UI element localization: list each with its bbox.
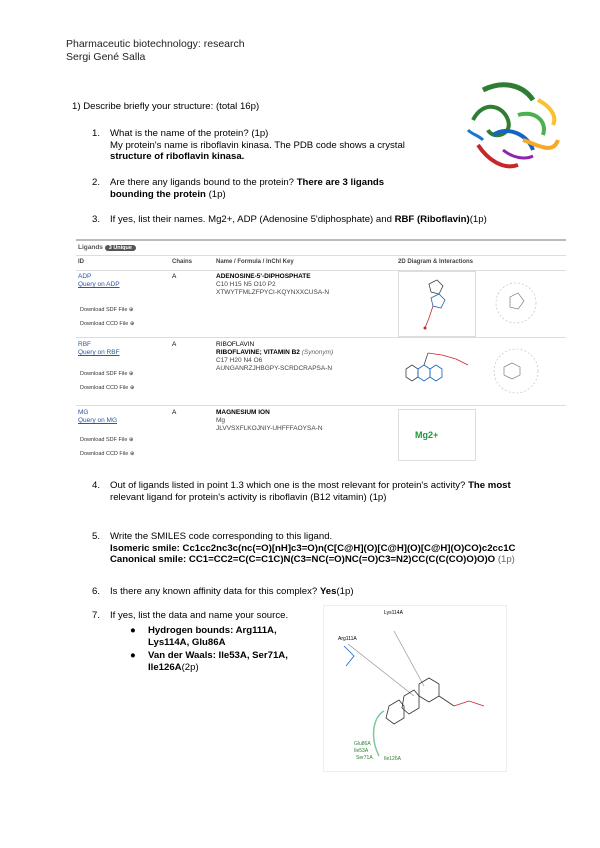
- chain: A: [172, 273, 177, 280]
- protein-structure-image: [463, 80, 568, 178]
- chain: A: [172, 409, 177, 416]
- inchi-key: JLVVSXFLKOJNIY-UHFFFAOYSA-N: [216, 425, 323, 432]
- table-row: [76, 337, 566, 406]
- query-link[interactable]: Query on ADP: [78, 281, 120, 288]
- residue-label: Ile126A: [384, 756, 401, 762]
- item-4: [110, 480, 580, 503]
- list-item: ● Hydrogen bounds: Arg111A, Lys114A, Glu86A: [130, 625, 277, 648]
- download-sdf-button[interactable]: Download SDF File ⊕: [80, 437, 134, 443]
- ligand-id: MG: [78, 409, 89, 416]
- item-number: 2.: [92, 177, 101, 188]
- query-link[interactable]: Query on MG: [78, 417, 118, 424]
- isomeric-smiles: Isomeric smile: Cc1cc2nc3c(nc(=O)[nH]c3=O)n(C[C@H](O)[C@H](O)[C@H](O)CO)c2cc1C: [110, 542, 516, 554]
- answer-text: My protein's name is riboflavin kinasa. The PDB code shows a crystal: [110, 139, 405, 151]
- item-number: 6.: [92, 586, 101, 597]
- inchi-key: XTWYTFMLZFPYCI-KQYNXXCUSA-N: [216, 289, 330, 296]
- ligand-name: MAGNESIUM ION: [216, 409, 270, 416]
- ligand-table-title: Ligands 3 Unique: [78, 244, 136, 251]
- item-3: [110, 214, 570, 226]
- table-row: [76, 269, 566, 338]
- answer-bold: bounding the protein: [110, 188, 206, 200]
- section-heading: 1) Describe briefly your structure: (total 16p): [72, 101, 260, 112]
- item-number: 1.: [92, 128, 101, 139]
- answer-bold: Yes: [319, 586, 337, 597]
- header-name: Name / Formula / InChI Key: [216, 259, 294, 265]
- inchi-key: AUNGANRZJHBGPY-SCRDCRAPSA-N: [216, 365, 333, 372]
- chain: A: [172, 341, 177, 348]
- points: (1p): [336, 586, 354, 597]
- residue-label: Arg111A: [338, 636, 357, 642]
- residue-label: Ile53A: [354, 748, 369, 754]
- canonical-smiles: Canonical smile: CC1=CC2=C(C=C1C)N(C3=NC(=O)NC(=O)C3=N2)CC(C(C(CO)O)O)O: [110, 554, 496, 565]
- mg-label: Mg2+: [415, 430, 439, 440]
- ligand-formula: C17 H20 N4 O6: [216, 357, 263, 364]
- bullet-list: [130, 625, 330, 673]
- ligand-table: [76, 239, 566, 463]
- download-ccd-button[interactable]: Download CCD File ⊕: [80, 451, 135, 457]
- item-number: 4.: [92, 480, 101, 491]
- question-text: Out of ligands listed in point 1.3 which one is the most relevant for protein's activity?: [110, 480, 466, 491]
- answer-bold: The most: [468, 480, 511, 491]
- answer-text: relevant ligand for protein's activity is riboflavin (B12 vitamin) (1p): [110, 491, 387, 503]
- interaction-diagram[interactable]: [478, 271, 554, 335]
- document-author: Sergi Gené Salla: [66, 51, 146, 63]
- ligand-id: ADP: [78, 273, 92, 280]
- item-number: 7.: [92, 610, 101, 621]
- header-chains: Chains: [172, 259, 193, 265]
- item-number: 5.: [92, 531, 101, 542]
- document-title: Pharmaceutic biotechnology: research: [66, 38, 245, 50]
- ligand-synonym: RIBOFLAVINE; VITAMIN B2 (Synonym): [216, 349, 334, 356]
- item-6: [110, 586, 550, 598]
- header-id: ID: [78, 259, 84, 265]
- list-item: ● Van der Waals: Ile53A, Ser71A, Ile126A(2p): [130, 650, 288, 673]
- download-sdf-button[interactable]: Download SDF File ⊕: [80, 307, 134, 313]
- residue-label: Ser71A: [356, 755, 373, 761]
- points: (1p): [497, 554, 515, 565]
- download-ccd-button[interactable]: Download CCD File ⊕: [80, 385, 135, 391]
- answer-bold: structure of riboflavin kinasa.: [110, 151, 245, 162]
- 2d-diagram[interactable]: [398, 409, 476, 461]
- 2d-diagram[interactable]: [398, 339, 474, 403]
- item-5: [110, 531, 590, 566]
- item-7: [110, 610, 330, 622]
- points: (1p): [208, 188, 226, 200]
- ligand-name: RIBOFLAVIN: [216, 341, 255, 348]
- item-2: [110, 177, 470, 200]
- answer-bold: There are 3 ligands: [296, 177, 385, 188]
- interaction-diagram[interactable]: [478, 339, 554, 403]
- ligand-interaction-diagram: [323, 605, 507, 772]
- query-link[interactable]: Query on RBF: [78, 349, 120, 356]
- ligand-formula: C10 H15 N5 O10 P2: [216, 281, 276, 288]
- question-text: Is there any known affinity data for this complex?: [110, 586, 318, 597]
- header-diagram: 2D Diagram & Interactions: [398, 259, 474, 265]
- ligand-formula: Mg: [216, 417, 226, 424]
- answer-bold: RBF (Riboflavin): [394, 214, 470, 225]
- question-text: If yes, list their names. Mg2+, ADP (Adenosine 5'diphosphate) and: [110, 214, 392, 225]
- item-number: 3.: [92, 214, 101, 225]
- residue-label: Lys114A: [384, 610, 403, 616]
- item-1: [110, 128, 450, 163]
- ligand-id: RBF: [78, 341, 91, 348]
- question-text: Are there any ligands bound to the protein?: [110, 177, 295, 188]
- question-text: If yes, list the data and name your source.: [110, 610, 289, 621]
- ligand-name: ADENOSINE-5'-DIPHOSPHATE: [216, 273, 311, 280]
- download-sdf-button[interactable]: Download SDF File ⊕: [80, 371, 134, 377]
- unique-badge: 3 Unique: [105, 245, 136, 251]
- points: (1p): [469, 214, 487, 225]
- question-text: Write the SMILES code corresponding to this ligand.: [110, 531, 333, 542]
- download-ccd-button[interactable]: Download CCD File ⊕: [80, 321, 135, 327]
- question-text: What is the name of the protein? (1p): [110, 128, 269, 139]
- residue-label: Glu86A: [354, 741, 371, 747]
- 2d-diagram[interactable]: [398, 271, 476, 337]
- table-row: [76, 405, 566, 463]
